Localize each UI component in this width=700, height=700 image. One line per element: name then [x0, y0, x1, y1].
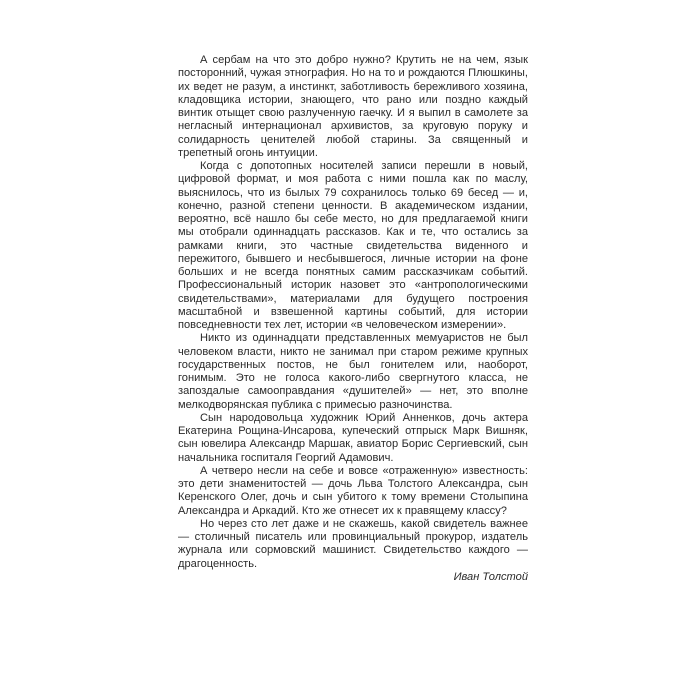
paragraph-1: А сербам на что это добро нужно? Крутить не на чем, язык посторонний, чужая этнография. Но на то и рождаются Плюшкины, их ведет не разум, а инстинкт, заботливость бережливого хозяина, кладовщика истории, знающего, что рано или поздно каждый винтик отыщет свою разлученную гаечку. И я выпил в самолете за негласный интернационал архивистов, за круговую поруку и солидарность ценителей любой старины. За священный и трепетный огонь интуиции.: [178, 54, 528, 159]
paragraph-4: Сын народовольца художник Юрий Анненков, дочь актера Екатерина Рощина-Инсарова, купеческий отпрыск Марк Вишняк, сын ювелира Александр Маршак, авиатор Борис Сергиевский, сын начальника госпиталя Георгий Адамович.: [178, 411, 528, 464]
paragraph-6: Но через сто лет даже и не скажешь, какой свидетель важнее — столичный писатель или провинциальный прокурор, издатель журнала или сормовский машинист. Свидетельство каждого — драгоценность.: [178, 517, 528, 570]
book-page: [178, 54, 528, 584]
paragraph-3: Никто из одиннадцати представленных мемуаристов не был человеком власти, никто не занимал при старом режиме крупных государственных постов, не был гонителем или, наоборот, гонимым. Это не голоса какого-либо свергнутого класса, не запоздалые самооправдания «душителей» — нет, это вполне мелкодворянская публика с примесью разночинства.: [178, 332, 528, 411]
paragraph-2: Когда с допотопных носителей записи перешли в новый, цифровой формат, и моя работа с ними пошла как по маслу, выяснилось, что из былых 79 сохранилось только 69 бесед — и, конечно, разной степени ценности. В академическом издании, вероятно, всё нашло бы себе место, но для предлагаемой книги мы отобрали одиннадцать рассказов. Как и те, что остались за рамками книги, это частные свидетельства виденного и пережитого, бывшего и несбывшегося, личные истории на фоне больших и не всегда понятных самим рассказчикам событий. Профессиональный историк назовет это «антропологическими свидетельствами», материалами для будущего построения масштабной и взвешенной картины событий, для истории повседневности тех лет, истории «в человеческом измерении».: [178, 160, 528, 331]
paragraph-5: А четверо несли на себе и вовсе «отраженную» известность: это дети знаменитостей — дочь Льва Толстого Александра, сын Керенского Олег, дочь и сын убитого к тому времени Столыпина Александра и Аркадий. Кто же отнесет их к правящему классу?: [178, 464, 528, 517]
author-signature: Иван Толстой: [453, 570, 528, 583]
